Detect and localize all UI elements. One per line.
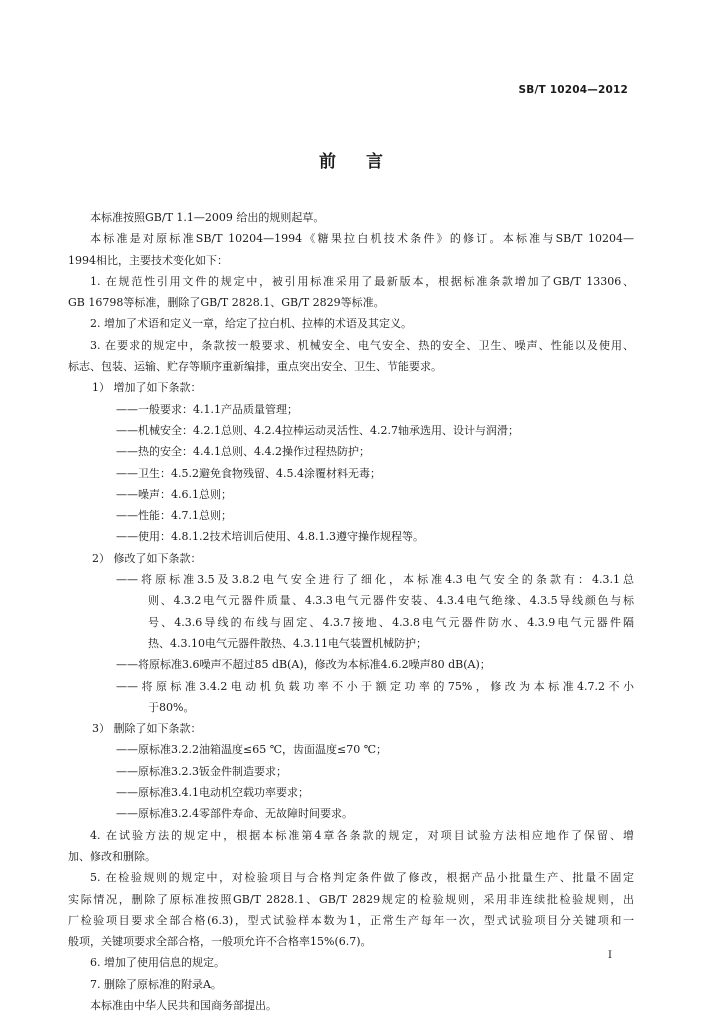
text-line: 号、4.3.6导线的布线与固定、4.3.7接地、4.3.8电气元器件防水、4.3.9电气元器件隔 (148, 615, 634, 629)
text-line: ——热的安全：4.4.1总则、4.4.2操作过程热防护； (116, 445, 370, 459)
text-line: 2） 修改了如下条款： (92, 551, 202, 565)
text-line: 7. 删除了原标准的附录A。 (90, 977, 222, 991)
text-line: 实际情况，删除了原标准按照GB/T 2828.1、GB/T 2829规定的检验规则，采用非连续批检验规则，出 (68, 892, 634, 906)
text-line: ——机械安全：4.2.1总则、4.2.4拉棒运动灵活性、4.2.7轴承选用、设计与润滑； (116, 423, 519, 437)
text-line: ——一般要求：4.1.1产品质量管理； (116, 402, 298, 416)
text-line: ——将原标准3.6噪声不超过85 dB(A)，修改为本标准4.6.2噪声80 dB(A)； (116, 658, 491, 672)
text-line: 加、修改和删除。 (68, 849, 156, 863)
text-line: GB 16798等标准，删除了GB/T 2828.1、GB/T 2829等标准。 (68, 296, 385, 310)
text-line: ——将原标准3.5及3.8.2电气安全进行了细化，本标准4.3电气安全的条款有：4.3.1总 (116, 573, 634, 587)
text-line: 1994相比，主要技术变化如下： (68, 253, 228, 267)
text-line: ——原标准3.2.2油箱温度≤65 ℃，齿面温度≤70 ℃； (116, 743, 388, 757)
text-line: ——性能：4.7.1总则； (116, 509, 232, 523)
page-number: I (608, 950, 612, 961)
text-line: 2. 增加了术语和定义一章，给定了拉白机、拉棒的术语及其定义。 (90, 317, 412, 331)
text-line: 6. 增加了使用信息的规定。 (90, 956, 225, 970)
text-line: 本标准由中华人民共和国商务部提出。 (90, 998, 277, 1012)
text-line: ——使用：4.8.1.2技术培训后使用、4.8.1.3遵守操作规程等。 (116, 530, 424, 544)
text-line: ——噪声：4.6.1总则； (116, 487, 232, 501)
text-line: ——将原标准3.4.2电动机负载功率不小于额定功率的75%，修改为本标准4.7.2不小 (116, 679, 634, 693)
text-line: 本标准按照GB/T 1.1—2009 给出的规则起草。 (90, 211, 325, 224)
text-line: 3. 在要求的规定中，条款按一般要求、机械安全、电气安全、热的安全、卫生、噪声、性能以及使用、 (90, 338, 634, 352)
page-title: 前言 (319, 152, 413, 172)
document-body (68, 207, 634, 1016)
text-line: ——卫生：4.5.2避免食物残留、4.5.4涂覆材料无毒； (116, 466, 381, 480)
text-line: 3） 删除了如下条款： (92, 722, 202, 736)
text-line: ——原标准3.2.4零部件寿命、无故障时间要求。 (116, 807, 353, 821)
text-line: 热、4.3.10电气元器件散热、4.3.11电气装置机械防护； (148, 636, 427, 650)
text-line: 标志、包装、运输、贮存等顺序重新编排，重点突出安全、卫生、节能要求。 (68, 360, 442, 374)
text-line: 厂检验项目要求全部合格(6.3)，型式试验样本数为1，正常生产每年一次，型式试验项目分关键项和一 (68, 913, 634, 927)
text-line: ——原标准3.4.1电动机空载功率要求； (116, 786, 309, 800)
text-line: 则、4.3.2电气元器件质量、4.3.3电气元器件安装、4.3.4电气绝缘、4.3.5导线颜色与标 (148, 594, 634, 608)
text-line: 于80%。 (148, 700, 195, 714)
standard-code-header: SB/T 10204—2012 (518, 84, 628, 96)
text-line: 1） 增加了如下条款： (92, 381, 202, 395)
text-line: ——原标准3.2.3钣金件制造要求； (116, 764, 287, 778)
text-line: 4. 在试验方法的规定中，根据本标准第4章各条款的规定，对项目试验方法相应地作了保留、增 (90, 828, 634, 842)
text-line: 本标准是对原标准SB/T 10204—1994《糖果拉白机技术条件》的修订。本标准与SB/T 10204— (90, 232, 634, 246)
text-line: 1. 在规范性引用文件的规定中，被引用标准采用了最新版本，根据标准条款增加了GB/T 13306、 (90, 274, 634, 288)
text-line: 5. 在检验规则的规定中，对检验项目与合格判定条件做了修改，根据产品小批量生产、批量不固定 (90, 871, 634, 885)
text-line: 般项，关键项要求全部合格，一般项允许不合格率15%(6.7)。 (68, 935, 372, 949)
